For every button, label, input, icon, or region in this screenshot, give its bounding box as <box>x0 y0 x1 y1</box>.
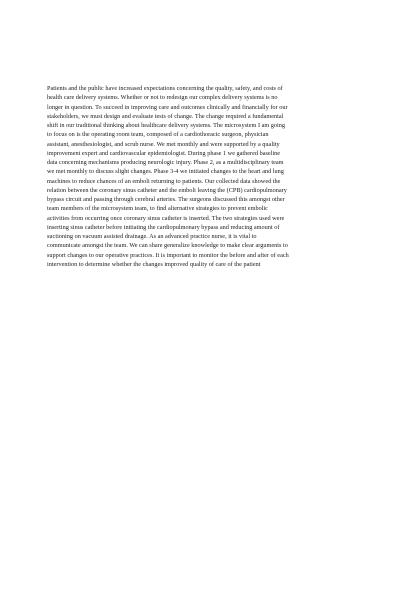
paragraph-line: support changes to our operative practices. It is important to monitor the before and after of each <box>47 251 289 259</box>
paragraph-line: activities from occurring once coronary sinus catheter is inserted. The two strategies used were <box>47 214 285 222</box>
paragraph-line: shift in our traditional thinking about healthcare delivery systems. The microsystem I am going <box>47 122 286 129</box>
paragraph-line: intervention to determine whether the changes improved quality of care of the patient <box>47 260 261 268</box>
paragraph-line: improvement expert and cardiovascular epidemiologist. During phase 1 we gathered baseline <box>47 149 281 157</box>
paragraph-line: bypass circuit and passing through cerebral arteries. The surgeons discussed this amongst other <box>47 196 285 203</box>
paragraph-line: stakeholders, we must design and evaluate tests of change. The change required a fundamental <box>47 112 284 120</box>
paragraph-line: assistant, anesthesiologist, and scrub nurse. We met monthly and were supported by a quality <box>47 140 280 148</box>
paragraph-line: to focus on is the operating room team, composed of a cardiothoracic surgeon, physician <box>47 131 269 139</box>
paragraph-line: machines to reduce chances of an emboli returning to patients. Our collected data showed the <box>47 177 281 185</box>
paragraph-line: longer in question. To succeed in improving care and outcomes clinically and financially for our <box>47 103 288 111</box>
paragraph-line: suctioning on vacuum assisted drainage. As an advanced practice nurse, it is vital to <box>47 233 257 240</box>
paragraph-line: Patients and the public have increased expectations concerning the quality, safety, and costs of <box>47 85 283 92</box>
paragraph-line: inserting sinus catheter before initiating the cardiopulmonary bypass and reducing amount of <box>47 223 280 231</box>
paragraph-line: health care delivery systems. Whether or not to redesign our complex delivery systems is no <box>47 94 278 102</box>
paragraph-line: we met monthly to discuss slight changes. Phase 3-4 we initiated changes to the heart and lung <box>47 168 284 176</box>
paragraph-line: communicate amongst the team. We can share generalize knowledge to make clear arguments to <box>47 242 288 250</box>
paragraph-line: data concerning mechanisms producing neurologic injury. Phase 2, as a multidisciplinary team <box>47 159 284 166</box>
paragraph-line: team members of the microsystem team, to find alternative strategies to prevent embolic <box>47 205 268 213</box>
paragraph-line: relation between the coronary sinus catheter and the emboli leaving the (CPB) cardiopulmonary <box>47 186 287 194</box>
body-paragraph <box>47 84 353 269</box>
